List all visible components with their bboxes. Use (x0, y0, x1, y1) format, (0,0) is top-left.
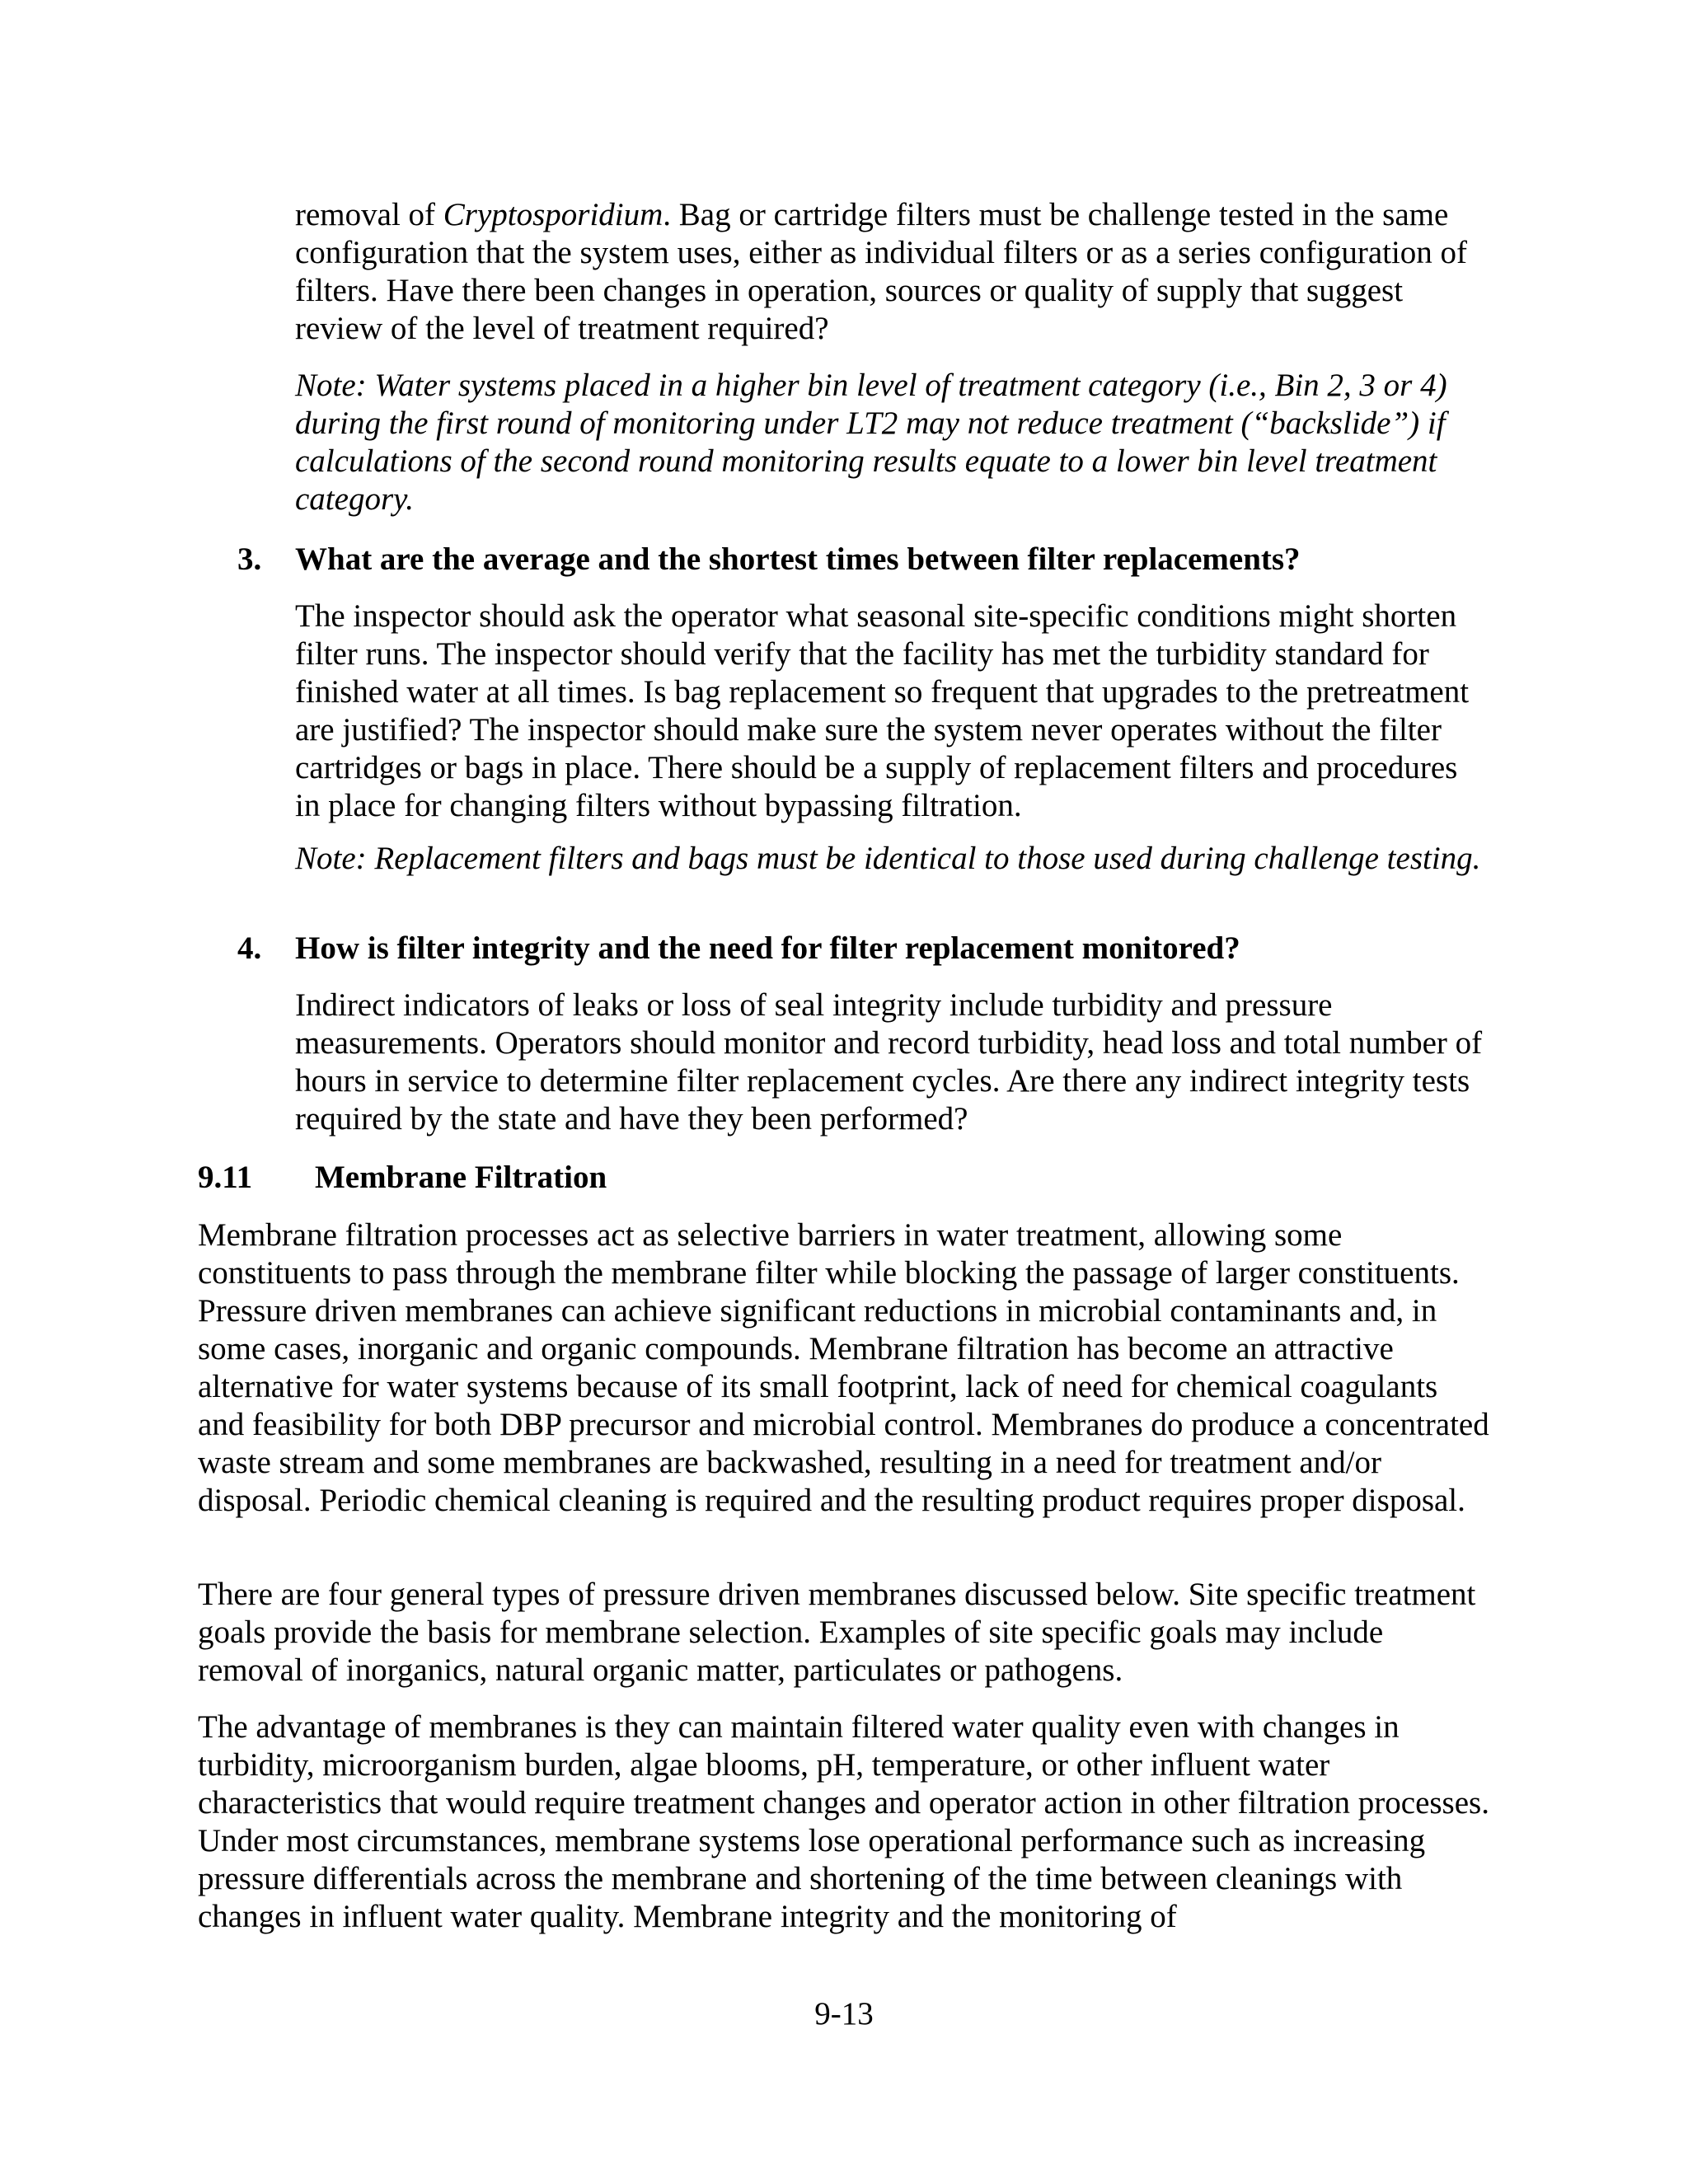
paragraph-text-start: removal of (295, 197, 443, 232)
paragraph-challenge-testing (295, 196, 1490, 348)
question-4 (237, 930, 1490, 968)
paragraph-membrane-advantages: The advantage of membranes is they can maintain filtered water quality even with changes in turbidity, microorganism burden, algae blooms, pH, temperature, or other influent water characteristics that would require treatment changes and operator action in other filtration processes. Under most circumstances, membrane systems lose operational performance such as increasing pressure differentials across the membrane and shortening of the time between cleanings with changes in influent water quality. Membrane integrity and the monitoring of (198, 1709, 1489, 1934)
question-3-number: 3. (237, 541, 262, 577)
question-4-number: 4. (237, 930, 262, 966)
paragraph-filter-integrity: Indirect indicators of leaks or loss of seal integrity include turbidity and pressure measurements. Operators should monitor and record turbidity, head loss and total number of hours in service to determine filter replacement cycles. Are there any indirect integrity tests required by the state and have they been performed? (295, 987, 1483, 1137)
paragraph-text-rest: . Bag or cartridge filters must be challenge tested in the same configuration that the system uses, either as individual filters or as a series configuration of filters. Have there been changes in operation, sources or quality of supply that suggest review of the level of treatment required? (295, 197, 1468, 346)
question-3 (237, 541, 1490, 579)
paragraph-membrane-overview: Membrane filtration processes act as selective barriers in water treatment, allowing some constituents to pass through the membrane filter while blocking the passage of larger constituents. Pressure driven membranes can achieve significant reductions in microbial contaminants and, in some cases, inorganic and organic compounds. Membrane filtration has become an attractive alternative for water systems because of its small footprint, lack of need for chemical coagulants and feasibility for both DBP precursor and microbial control. Membranes do produce a concentrated waste stream and some membranes are backwashed, resulting in a need for treatment and/or disposal. Periodic chemical cleaning is required and the resulting product requires proper disposal. (198, 1217, 1489, 1518)
organism-name: Cryptosporidium (443, 197, 663, 232)
section-heading (198, 1159, 607, 1197)
page-number: 9-13 (814, 1996, 874, 2032)
section-title: Membrane Filtration (315, 1160, 607, 1195)
paragraph-membrane-types: There are four general types of pressure driven membranes discussed below. Site specific treatment goals provide the basis for membrane selection. Examples of site specific goals may include removal of inorganics, natural organic matter, particulates or pathogens. (198, 1577, 1476, 1688)
question-4-text: How is filter integrity and the need for filter replacement monitored? (295, 930, 1240, 966)
question-3-text: What are the average and the shortest times between filter replacements? (295, 541, 1301, 577)
note-replacement-filters: Note: Replacement filters and bags must be identical to those used during challenge testing. (295, 841, 1481, 876)
section-number: 9.11 (198, 1160, 253, 1195)
paragraph-filter-replacement: The inspector should ask the operator what seasonal site-specific conditions might shorten filter runs. The inspector should verify that the facility has met the turbidity standard for finished water at all times. Is bag replacement so frequent that upgrades to the pretreatment are justified? The inspector should make sure the system never operates without the filter cartridges or bags in place. There should be a supply of replacement filters and procedures in place for changing filters without bypassing filtration. (295, 598, 1470, 823)
note-backslide: Note: Water systems placed in a higher bin level of treatment category (i.e., Bin 2, 3 or 4) during the first round of monitoring under LT2 may not reduce treatment (“backslide”) if calculations of the second round monitoring results equate to a lower bin level treatment category. (295, 368, 1447, 517)
